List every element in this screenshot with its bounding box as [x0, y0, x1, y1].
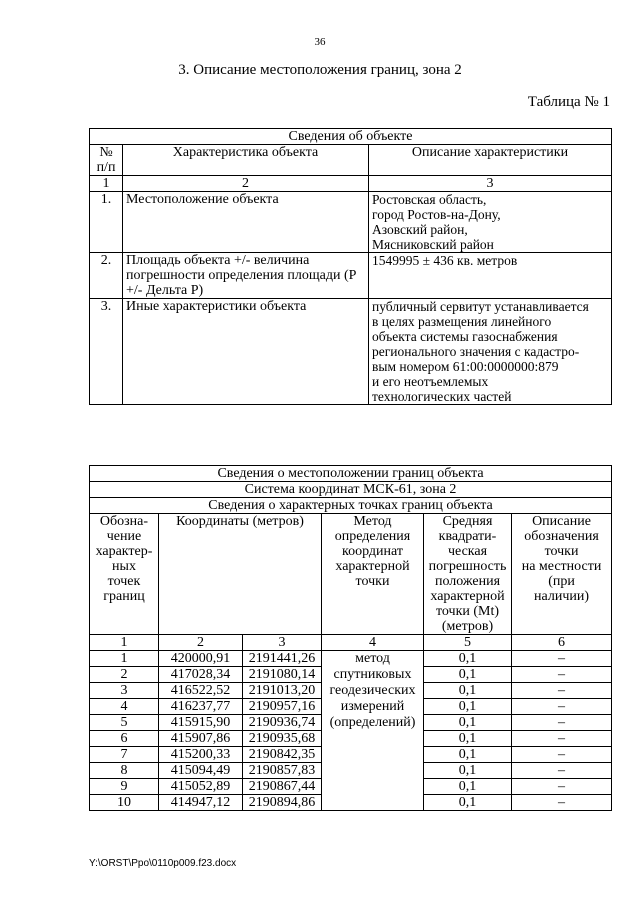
point-id: 8: [90, 763, 159, 779]
coord-y: 2191013,20: [243, 683, 322, 699]
row-num: 3.: [90, 299, 123, 405]
coord-y: 2190857,83: [243, 763, 322, 779]
table-row: [90, 192, 612, 253]
table-label: Таблица № 1: [527, 94, 610, 110]
row-num: 2.: [90, 253, 123, 299]
point-description: –: [512, 667, 612, 683]
coord-y: 2190935,68: [243, 731, 322, 747]
header-error: Средняя квадрати- ческая погрешность положения характерной точки (Mt) (метров): [424, 514, 512, 635]
column-number: 3: [243, 635, 322, 651]
table-row: [90, 253, 612, 299]
table-row: [90, 651, 612, 667]
coord-y: 2190936,74: [243, 715, 322, 731]
coord-caption-system: Система координат МСК-61, зона 2: [90, 482, 612, 498]
row-desc: Ростовская область, город Ростов-на-Дону, Азовский район, Мясниковский район: [369, 192, 612, 253]
point-id: 9: [90, 779, 159, 795]
row-num: 1.: [90, 192, 123, 253]
point-id: 1: [90, 651, 159, 667]
page-number: 36: [314, 36, 326, 48]
error-value: 0,1: [424, 715, 512, 731]
point-id: 2: [90, 667, 159, 683]
point-id: 3: [90, 683, 159, 699]
point-description: –: [512, 651, 612, 667]
header-description: Описание характеристики: [369, 145, 612, 176]
error-value: 0,1: [424, 747, 512, 763]
point-description: –: [512, 699, 612, 715]
point-description: –: [512, 779, 612, 795]
section-title: 3. Описание местоположения границ, зона 2: [178, 62, 462, 78]
row-name: Местоположение объекта: [123, 192, 369, 253]
coord-x: 420000,91: [159, 651, 243, 667]
coord-x: 415915,90: [159, 715, 243, 731]
column-number: 1: [90, 635, 159, 651]
coord-x: 415094,49: [159, 763, 243, 779]
table-row: [90, 299, 612, 405]
point-description: –: [512, 683, 612, 699]
header-num: № п/п: [90, 145, 123, 176]
column-number: 4: [322, 635, 424, 651]
point-description: –: [512, 763, 612, 779]
error-value: 0,1: [424, 763, 512, 779]
coord-y: 2191441,26: [243, 651, 322, 667]
error-value: 0,1: [424, 683, 512, 699]
coord-y: 2190867,44: [243, 779, 322, 795]
header-characteristic: Характеристика объекта: [123, 145, 369, 176]
error-value: 0,1: [424, 651, 512, 667]
point-description: –: [512, 795, 612, 811]
object-table-caption: Сведения об объекте: [90, 129, 612, 145]
coord-y: 2190894,86: [243, 795, 322, 811]
coord-x: 414947,12: [159, 795, 243, 811]
point-description: –: [512, 747, 612, 763]
coord-y: 2190957,16: [243, 699, 322, 715]
coord-y: 2190842,35: [243, 747, 322, 763]
column-number: 1: [90, 176, 123, 192]
point-id: 10: [90, 795, 159, 811]
point-description: –: [512, 731, 612, 747]
file-path-footer: Y:\ORST\Ppo\0110p009.f23.docx: [89, 858, 237, 869]
point-id: 4: [90, 699, 159, 715]
header-point: Обозна- чение характер- ных точек границ: [90, 514, 159, 635]
coord-x: 415052,89: [159, 779, 243, 795]
header-point-description: Описание обозначения точки на местности (при наличии): [512, 514, 612, 635]
error-value: 0,1: [424, 731, 512, 747]
coord-x: 415907,86: [159, 731, 243, 747]
coord-x: 417028,34: [159, 667, 243, 683]
row-name: Иные характеристики объекта: [123, 299, 369, 405]
error-value: 0,1: [424, 795, 512, 811]
point-id: 7: [90, 747, 159, 763]
row-name: Площадь объекта +/- величина погрешности определения площади (Р +/- Дельта Р): [123, 253, 369, 299]
header-method: Метод определения координат характерной точки: [322, 514, 424, 635]
object-info-table: [89, 128, 612, 405]
coord-y: 2191080,14: [243, 667, 322, 683]
error-value: 0,1: [424, 779, 512, 795]
point-id: 5: [90, 715, 159, 731]
coord-x: 416522,52: [159, 683, 243, 699]
coordinates-table: [89, 465, 612, 811]
header-coordinates: Координаты (метров): [159, 514, 322, 635]
point-id: 6: [90, 731, 159, 747]
row-desc: публичный сервитут устанавливается в целях размещения линейного объекта системы газоснабжения регионального значения с кадастро- вым номером 61:00:0000000:879 и его неотъемлемых технологических частей: [369, 299, 612, 405]
error-value: 0,1: [424, 699, 512, 715]
column-number: 6: [512, 635, 612, 651]
column-number: 2: [159, 635, 243, 651]
coord-caption-points: Сведения о характерных точках границ объекта: [90, 498, 612, 514]
coord-x: 416237,77: [159, 699, 243, 715]
coord-caption-location: Сведения о местоположении границ объекта: [90, 466, 612, 482]
column-number: 2: [123, 176, 369, 192]
column-number: 3: [369, 176, 612, 192]
coord-x: 415200,33: [159, 747, 243, 763]
method-cell: метод спутниковых геодезических измерений (определений): [322, 651, 424, 811]
error-value: 0,1: [424, 667, 512, 683]
row-desc: 1549995 ± 436 кв. метров: [369, 253, 612, 299]
column-number: 5: [424, 635, 512, 651]
point-description: –: [512, 715, 612, 731]
